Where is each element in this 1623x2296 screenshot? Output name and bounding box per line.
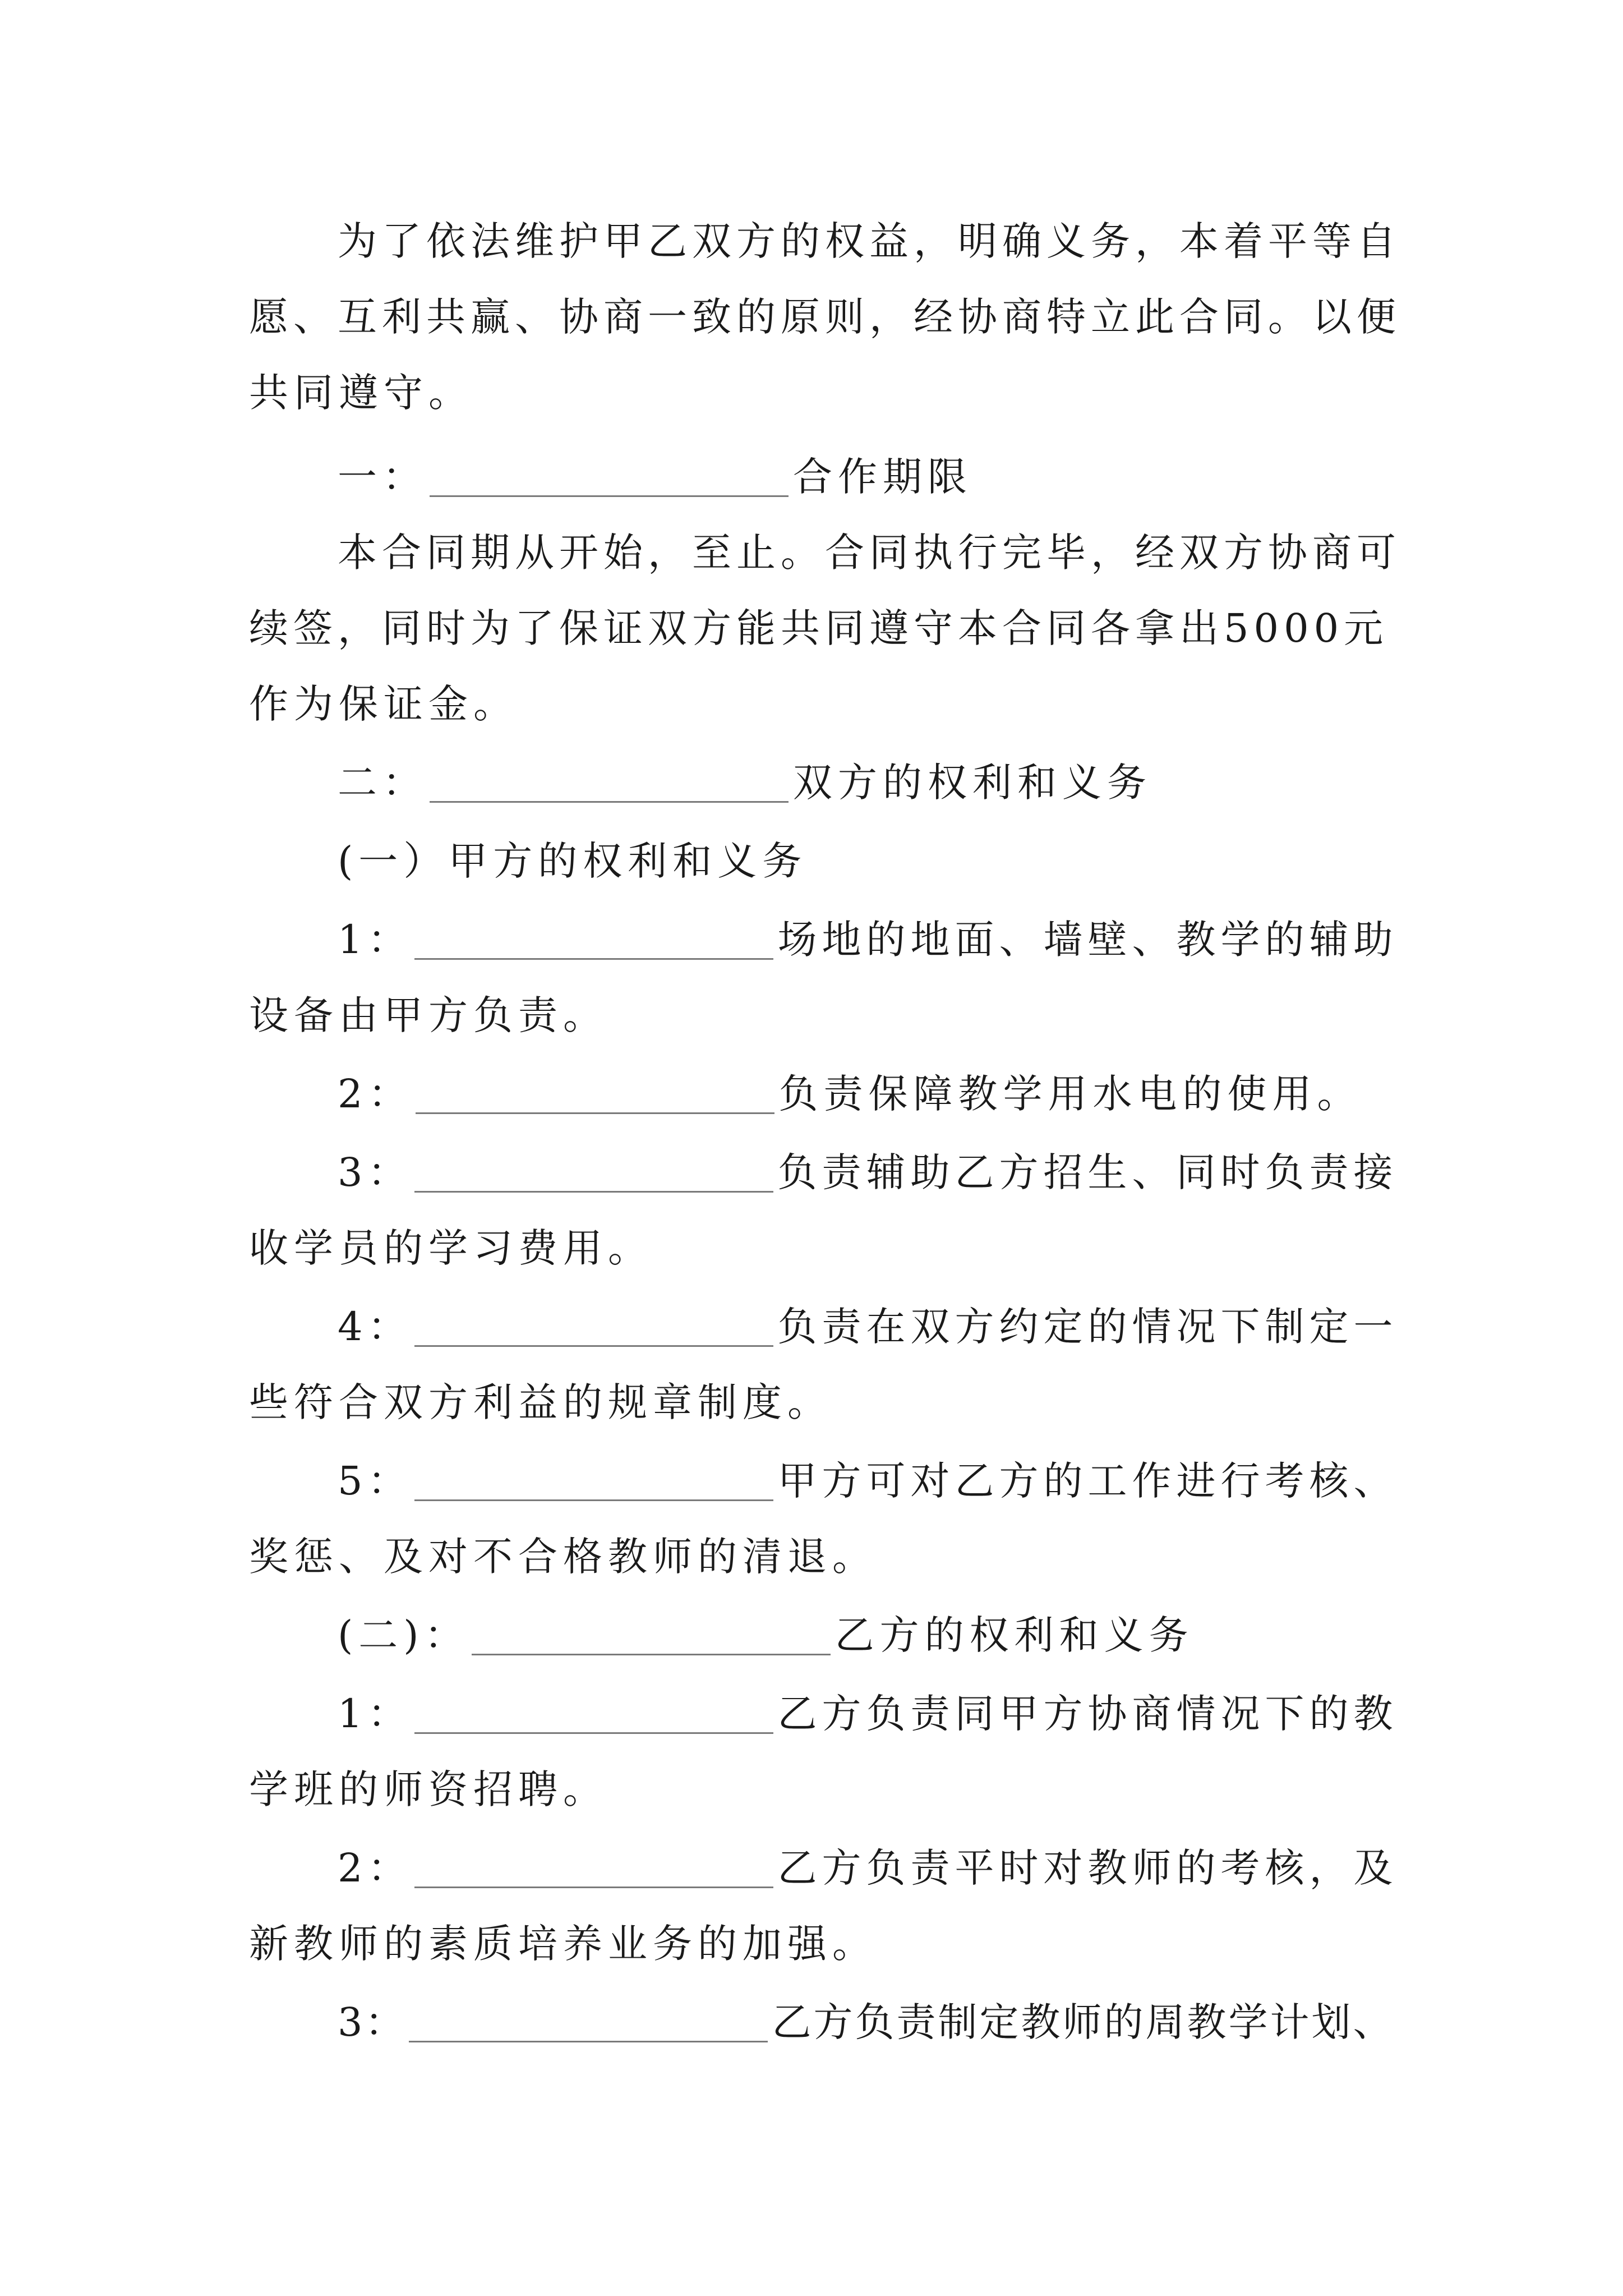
text-line <box>0 522 1623 583</box>
text-line <box>0 362 1623 424</box>
section-number: 二： <box>338 760 427 806</box>
section-heading <box>0 446 1623 508</box>
body-text: 续签，同时为了保证双方能共同遵守本合同各拿出5000元 <box>249 605 1389 651</box>
item-text: 乙方负责同甲方协商情况下的教 <box>777 1691 1398 1737</box>
text-line <box>0 1372 1623 1433</box>
text-line <box>0 673 1623 735</box>
item-text: 负责在双方约定的情况下制定一 <box>777 1304 1398 1350</box>
item-number: 3： <box>338 1999 407 2045</box>
subsection-heading <box>0 1604 1623 1666</box>
intro-text: 愿、互利共赢、协商一致的原则，经协商特立此合同。以便 <box>249 294 1401 340</box>
item-number: 2： <box>338 1071 413 1117</box>
item-number: 1： <box>338 917 412 963</box>
subsection-heading <box>0 830 1623 892</box>
text-line <box>0 210 1623 272</box>
item-text: 负责辅助乙方招生、同时负责接 <box>777 1149 1398 1195</box>
text-line <box>0 597 1623 659</box>
text-line <box>0 1759 1623 1820</box>
section-title: 双方的权利和义务 <box>793 760 1152 806</box>
text-line <box>0 1526 1623 1588</box>
fill-in-blank <box>430 752 789 803</box>
item-number: 1： <box>338 1691 412 1737</box>
fill-in-blank <box>472 1604 831 1655</box>
body-text: 作为保证金。 <box>249 681 518 727</box>
item-text: 收学员的学习费用。 <box>249 1225 653 1271</box>
item-text: 场地的地面、墙壁、教学的辅助 <box>777 917 1398 963</box>
item-number: 4： <box>338 1304 412 1350</box>
item-text: 负责保障教学用水电的使用。 <box>778 1071 1362 1117</box>
item-number: 2： <box>338 1845 412 1891</box>
subsection-number: (二)： <box>338 1612 469 1658</box>
text-line <box>0 984 1623 1046</box>
fill-in-blank <box>414 1142 773 1193</box>
section-number: 一： <box>338 454 427 500</box>
item-text: 设备由甲方负责。 <box>249 992 608 1038</box>
text-line <box>0 1217 1623 1279</box>
fill-in-blank <box>414 1450 773 1501</box>
item-text: 新教师的素质培养业务的加强。 <box>249 1921 877 1967</box>
fill-in-blank <box>414 1683 773 1734</box>
list-item <box>0 1450 1623 1512</box>
item-text: 乙方负责平时对教师的考核，及 <box>777 1845 1398 1891</box>
item-text: 奖惩、及对不合格教师的清退。 <box>249 1534 877 1580</box>
list-item <box>0 1991 1623 2053</box>
fill-in-blank <box>430 446 789 497</box>
text-line <box>0 1913 1623 1975</box>
subsection-title: 乙方的权利和义务 <box>834 1612 1194 1658</box>
fill-in-blank <box>416 1063 774 1114</box>
fill-in-blank <box>414 909 773 960</box>
text-line <box>0 286 1623 348</box>
list-item <box>0 1296 1623 1358</box>
subsection-title: (一）甲方的权利和义务 <box>338 838 808 884</box>
list-item <box>0 1683 1623 1745</box>
list-item <box>0 1063 1623 1125</box>
fill-in-blank <box>414 1296 773 1347</box>
item-number: 3： <box>338 1149 412 1195</box>
item-text: 学班的师资招聘。 <box>249 1766 608 1812</box>
item-text: 乙方负责制定教师的周教学计划、 <box>772 1999 1395 2045</box>
body-text: 本合同期从开始，至止。合同执行完毕，经双方协商可 <box>338 530 1401 576</box>
item-number: 5： <box>338 1458 412 1504</box>
intro-text: 共同遵守。 <box>249 370 473 416</box>
item-text: 些符合双方利益的规章制度。 <box>249 1379 832 1425</box>
fill-in-blank <box>414 1837 773 1888</box>
list-item <box>0 1142 1623 1203</box>
list-item <box>0 909 1623 970</box>
item-text: 甲方可对乙方的工作进行考核、 <box>777 1458 1398 1504</box>
fill-in-blank <box>409 1991 768 2042</box>
list-item <box>0 1837 1623 1899</box>
section-title: 合作期限 <box>793 454 972 500</box>
section-heading <box>0 752 1623 813</box>
intro-text: 为了依法维护甲乙双方的权益，明确义务，本着平等自 <box>338 218 1401 264</box>
